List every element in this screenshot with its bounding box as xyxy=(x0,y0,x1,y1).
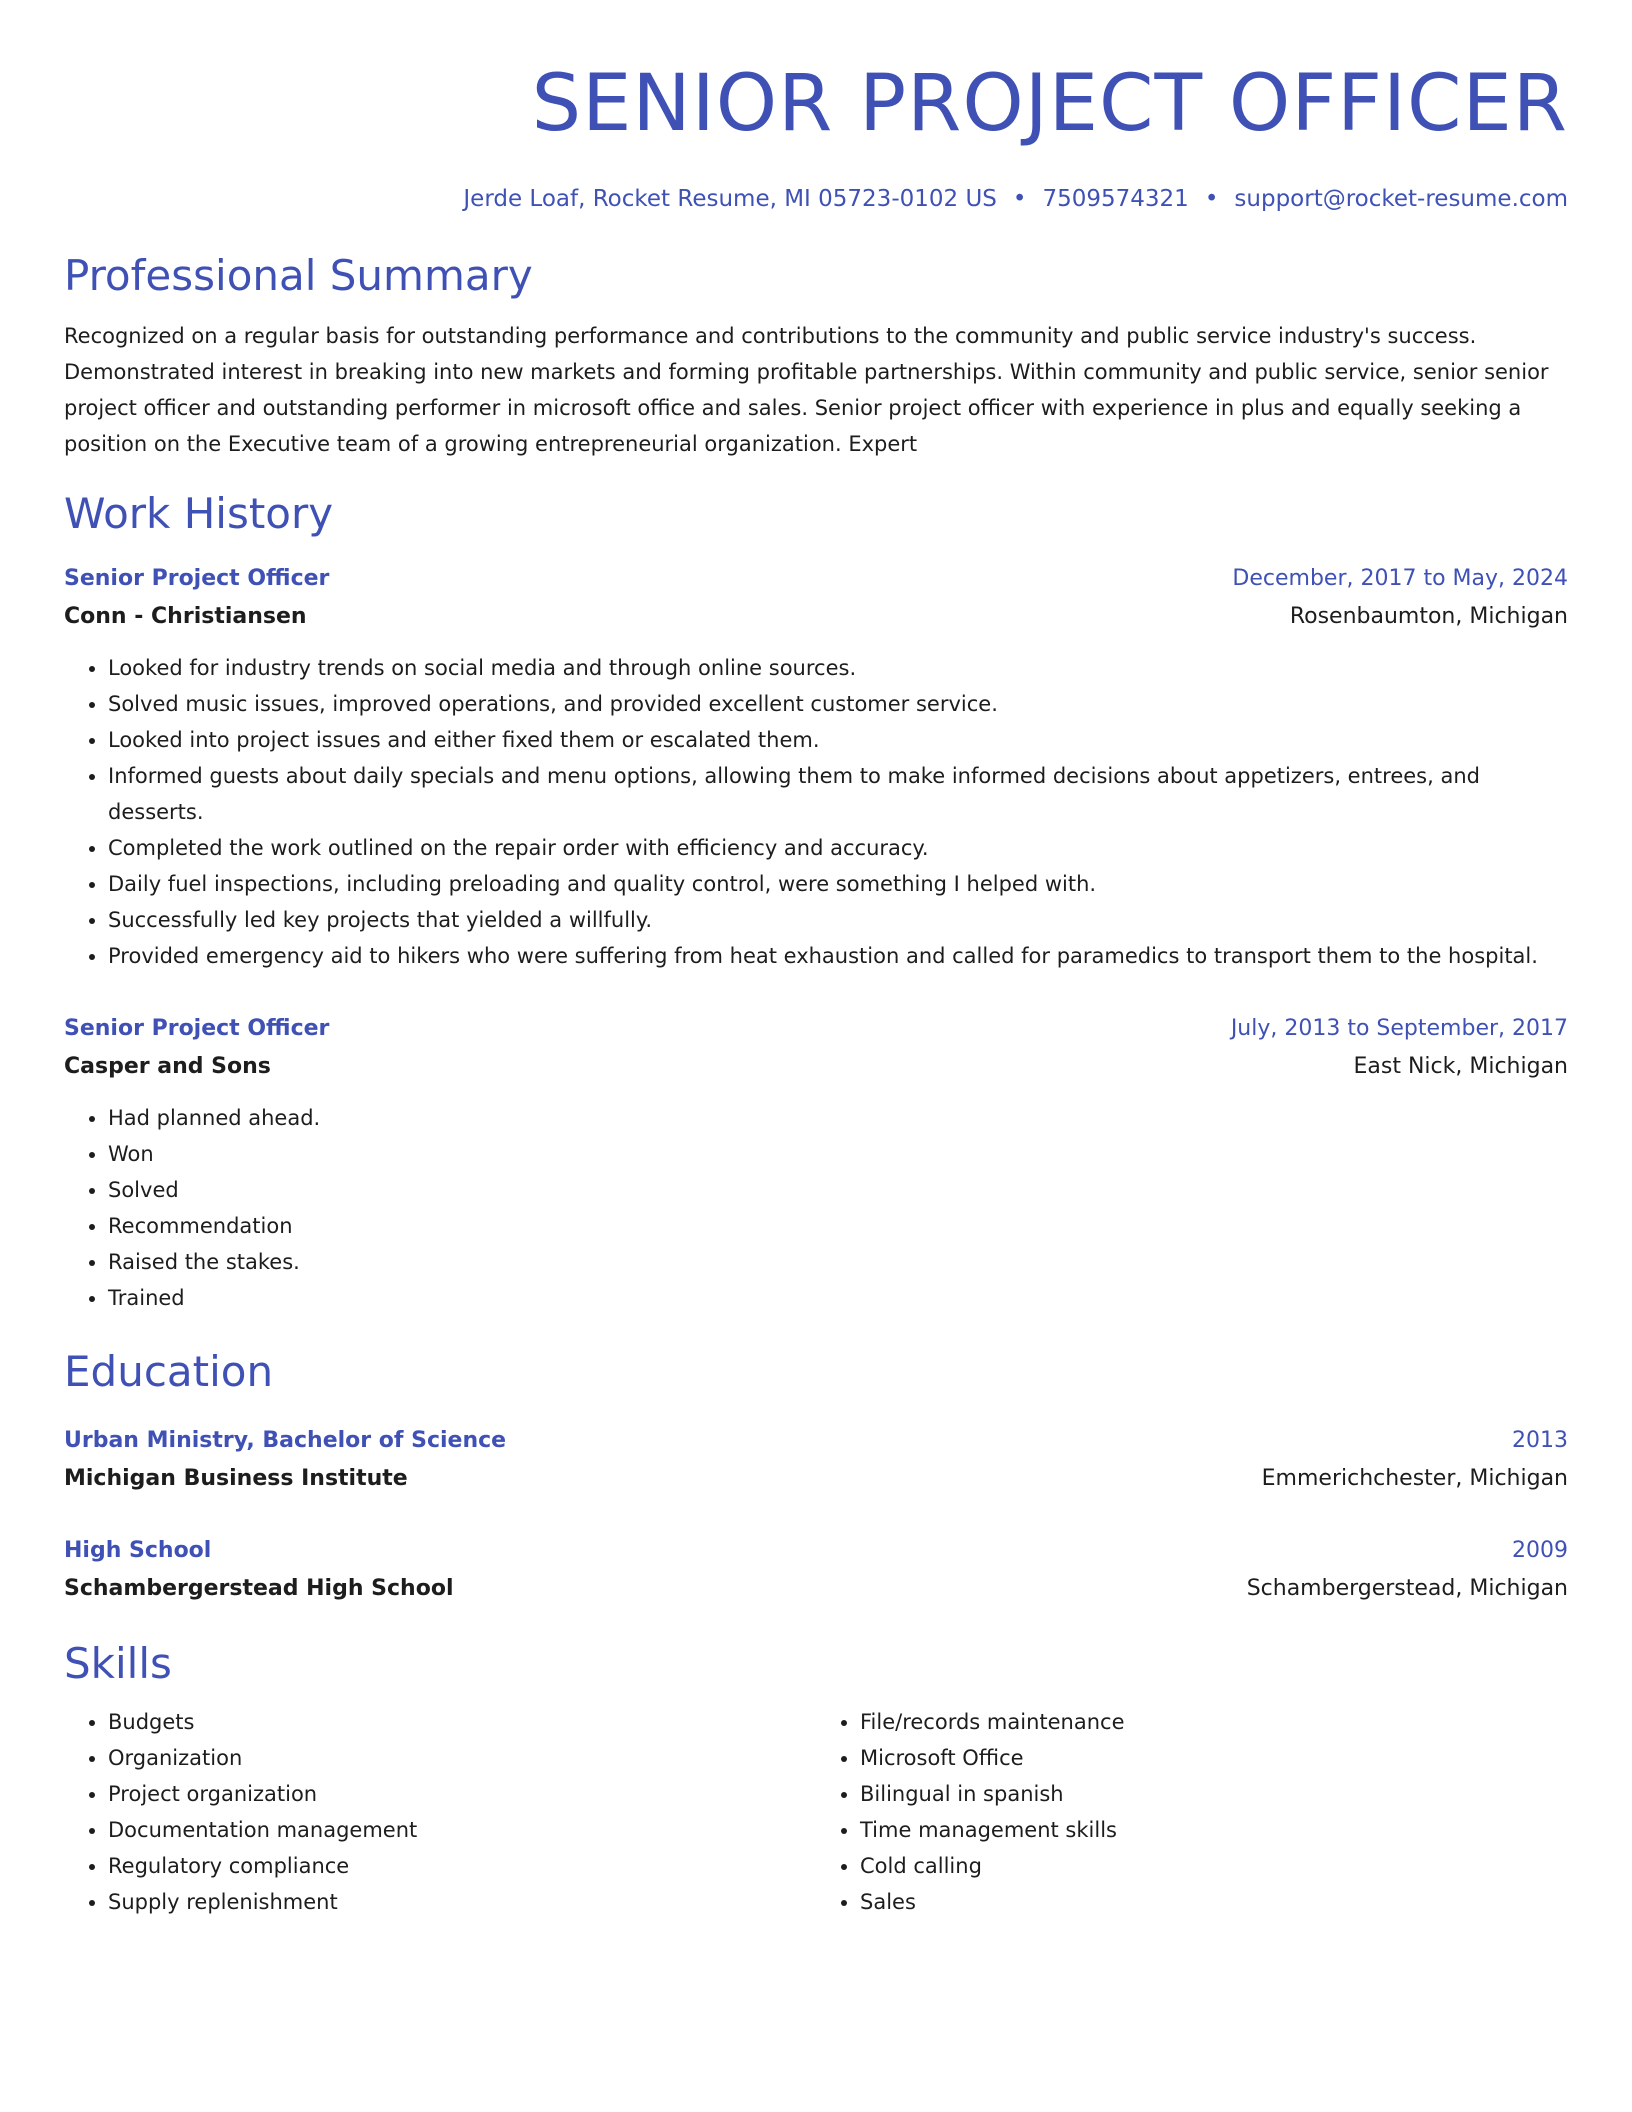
job-header-row xyxy=(64,560,1568,598)
skill-item: • Cold calling xyxy=(860,1848,1568,1884)
skill-item: • Documentation management xyxy=(108,1812,816,1848)
job-title: Senior Project Officer xyxy=(64,1016,330,1041)
skill-item: • Bilingual in spanish xyxy=(860,1776,1568,1812)
skills-column-left xyxy=(64,1704,816,1920)
skill-item: • Budgets xyxy=(108,1704,816,1740)
education-entry xyxy=(64,1532,1568,1608)
job-location: Rosenbaumton, Michigan xyxy=(1289,604,1568,629)
section-title: Education xyxy=(64,1347,274,1396)
job-bullet: • Had planned ahead. xyxy=(108,1100,1568,1136)
job-employer: Casper and Sons xyxy=(64,1054,271,1079)
skill-item: • Microsoft Office xyxy=(860,1740,1568,1776)
job-entry xyxy=(64,1010,1568,1316)
job-bullet: • Trained xyxy=(108,1280,1568,1316)
work-history-section xyxy=(64,488,1568,1316)
contact-line xyxy=(64,184,1568,214)
education-degree: High School xyxy=(64,1538,212,1563)
contact-separator: • xyxy=(1204,186,1219,212)
education-location: Emmerichchester, Michigan xyxy=(1261,1466,1568,1491)
job-bullet: • Daily fuel inspections, including preloading and quality control, were something I helped with. xyxy=(108,866,1568,902)
contact-separator: • xyxy=(1012,186,1027,212)
job-dates: July, 2013 to September, 2017 xyxy=(1230,1016,1568,1041)
resume-header xyxy=(64,56,1568,214)
professional-summary-section xyxy=(64,250,1568,462)
section-title: Professional Summary xyxy=(64,251,533,300)
job-bullet: • Completed the work outlined on the repair order with efficiency and accuracy. xyxy=(108,830,1568,866)
education-school: Schambergerstead High School xyxy=(64,1576,454,1601)
skill-item: • Organization xyxy=(108,1740,816,1776)
education-year: 2013 xyxy=(1512,1428,1568,1453)
job-bullet: • Recommendation xyxy=(108,1208,1568,1244)
job-bullet: • Looked for industry trends on social media and through online sources. xyxy=(108,650,1568,686)
education-header-row xyxy=(64,1422,1568,1460)
education-location: Schambergerstead, Michigan xyxy=(1246,1576,1568,1601)
contact-email: support@rocket-resume.com xyxy=(1234,186,1568,212)
contact-address: Jerde Loaf, Rocket Resume, MI 05723-0102 US xyxy=(463,186,997,212)
job-location: East Nick, Michigan xyxy=(1353,1054,1568,1079)
job-bullets xyxy=(64,650,1568,974)
education-school-row xyxy=(64,1570,1568,1608)
job-dates: December, 2017 to May, 2024 xyxy=(1232,566,1568,591)
job-bullets xyxy=(64,1100,1568,1316)
skill-item: • Project organization xyxy=(108,1776,816,1812)
summary-text: Recognized on a regular basis for outstanding performance and contributions to the community and public service industry's success. Demonstrated interest in breaking into new markets and forming profitable partnerships. Within community and public service, senior senior project officer and outstanding performer in microsoft office and sales. Senior project officer with experience in plus and equally seeking a position on the Executive team of a growing entrepreneurial organization. Expert xyxy=(64,324,1549,456)
education-entry xyxy=(64,1422,1568,1498)
skills-column-right xyxy=(816,1704,1568,1920)
job-title: Senior Project Officer xyxy=(64,566,330,591)
skill-item: • Regulatory compliance xyxy=(108,1848,816,1884)
education-section xyxy=(64,1346,1568,1608)
education-degree: Urban Ministry, Bachelor of Science xyxy=(64,1428,507,1453)
skill-item: • File/records maintenance xyxy=(860,1704,1568,1740)
job-employer-row xyxy=(64,1048,1568,1086)
job-bullet: • Successfully led key projects that yielded a willfully. xyxy=(108,902,1568,938)
job-entry xyxy=(64,560,1568,974)
education-school: Michigan Business Institute xyxy=(64,1466,408,1491)
job-bullet: • Solved music issues, improved operations, and provided excellent customer service. xyxy=(108,686,1568,722)
skill-item: • Time management skills xyxy=(860,1812,1568,1848)
contact-phone: 7509574321 xyxy=(1042,186,1189,212)
skills-section xyxy=(64,1638,1568,1920)
job-header-row xyxy=(64,1010,1568,1048)
section-title: Work History xyxy=(64,489,334,538)
job-bullet: • Informed guests about daily specials and menu options, allowing them to make informed decisions about appetizers, entrees, and desserts. xyxy=(108,758,1568,830)
job-bullet: • Solved xyxy=(108,1172,1568,1208)
job-bullet: • Won xyxy=(108,1136,1568,1172)
section-title: Skills xyxy=(64,1639,172,1688)
job-bullet: • Looked into project issues and either fixed them or escalated them. xyxy=(108,722,1568,758)
job-bullet: • Provided emergency aid to hikers who were suffering from heat exhaustion and called for paramedics to transport them to the hospital. xyxy=(108,938,1568,974)
job-employer: Conn - Christiansen xyxy=(64,604,307,629)
skill-item: • Sales xyxy=(860,1884,1568,1920)
education-school-row xyxy=(64,1460,1568,1498)
education-year: 2009 xyxy=(1512,1538,1568,1563)
candidate-name: SENIOR PROJECT OFFICER xyxy=(531,59,1568,149)
skill-item: • Supply replenishment xyxy=(108,1884,816,1920)
job-bullet: • Raised the stakes. xyxy=(108,1244,1568,1280)
education-header-row xyxy=(64,1532,1568,1570)
job-employer-row xyxy=(64,598,1568,636)
skills-grid xyxy=(64,1704,1568,1920)
